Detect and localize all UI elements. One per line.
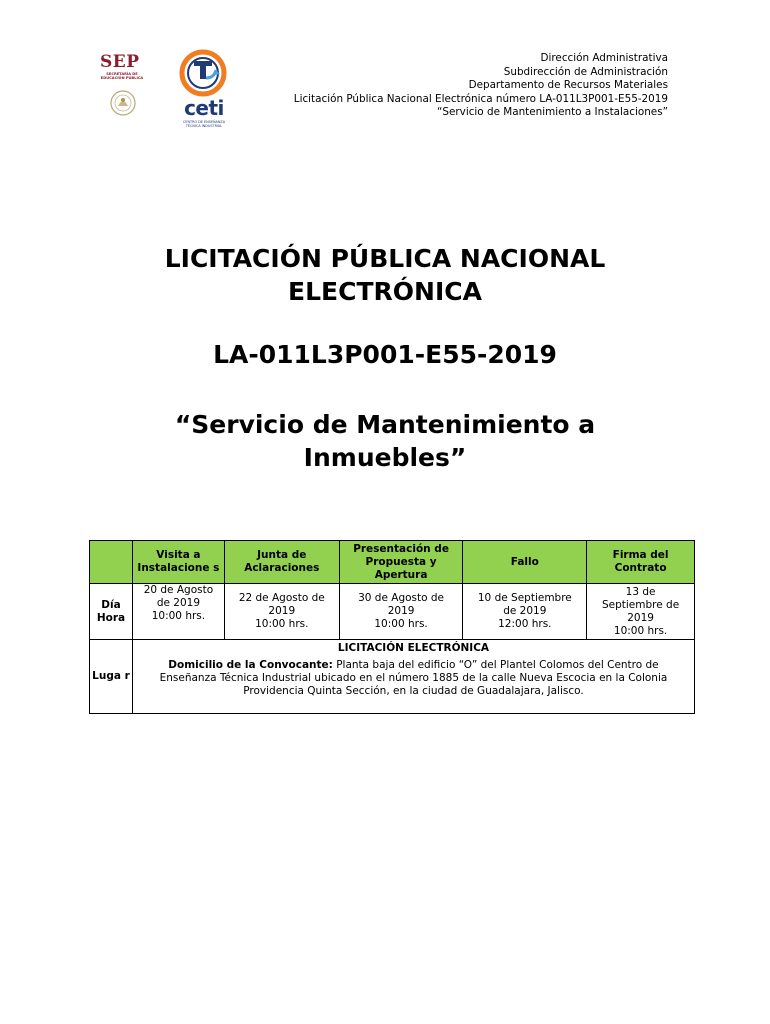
logos: [92, 48, 242, 134]
schedule-table: [89, 540, 695, 714]
domicilio-address: Planta baja del edificio “O” del Plantel Colomos del Centro de Enseñanza Técnica Industrial ubicado en el número 1885 de la calle Nueva Escocia en la Colonia Providencia Quinta Sección, en la ciudad de Guadalajara, Jalisco.: [159, 659, 668, 697]
header-line: Licitación Pública Nacional Electrónica número LA-011L3P001-E55-2019: [293, 92, 668, 105]
coat-of-arms-icon: [108, 88, 138, 118]
table-header-row: [90, 541, 695, 584]
header-line: Subdirección de Administración: [503, 65, 668, 78]
ceti-logo: [176, 48, 232, 132]
service-line-1: “Servicio de Mantenimiento a: [174, 410, 596, 439]
date-line: 2019: [387, 605, 415, 617]
header-line: Departamento de Recursos Materiales: [468, 79, 668, 91]
column-header: Junta de Aclaraciones: [224, 541, 339, 584]
ceti-logo-subtitle: CENTRO DE ENSEÑANZA TÉCNICA INDUSTRIAL: [182, 120, 226, 128]
date-line: 10:00 hrs.: [255, 618, 309, 630]
date-line: de 2019: [156, 597, 200, 609]
title-line-2: ELECTRÓNICA: [288, 277, 482, 306]
table-row: [90, 584, 695, 640]
header-line: Dirección Administrativa: [540, 52, 668, 64]
ceti-logo-word: ceti: [184, 96, 224, 120]
row-label: [90, 584, 133, 640]
date-cell: [463, 584, 587, 640]
tender-number: LA-011L3P001-E55-2019: [213, 340, 557, 369]
row-label-lugar: Luga r: [90, 640, 133, 714]
table-corner-cell: [90, 541, 133, 584]
document-title: [0, 242, 770, 308]
date-line: 22 de Agosto de: [238, 592, 325, 604]
document-header: [294, 52, 668, 120]
table-row: [90, 640, 695, 714]
date-line: 10 de Septiembre: [477, 592, 572, 604]
service-line-2: Inmuebles”: [303, 443, 467, 472]
date-line: 10:00 hrs.: [374, 618, 428, 630]
sep-logo: [92, 48, 156, 124]
date-line: de 2019: [503, 605, 547, 617]
column-header: Firma del Contrato: [587, 541, 695, 584]
date-line: 10:00 hrs.: [151, 610, 206, 622]
date-line: 13 de: [625, 585, 656, 598]
date-cell: [132, 584, 224, 640]
date-line: 30 de Agosto de: [358, 592, 445, 604]
date-line: 12:00 hrs.: [498, 618, 552, 630]
sep-logo-word: SEP: [100, 52, 140, 72]
date-line: 20 de Agosto: [143, 584, 214, 596]
title-line-1: LICITACIÓN PÚBLICA NACIONAL: [164, 244, 606, 273]
column-header: Presentación de Propuesta y Apertura: [339, 541, 463, 584]
date-line: 10:00 hrs.: [613, 624, 668, 637]
domicilio-text: [135, 659, 692, 698]
sep-logo-subtitle: SECRETARÍA DE EDUCACIÓN PÚBLICA: [100, 72, 144, 80]
ceti-emblem-icon: [176, 48, 232, 98]
date-line: 2019: [627, 611, 654, 624]
column-header: Fallo: [463, 541, 587, 584]
row-label-hora: Hora: [96, 611, 126, 624]
date-line: 2019: [268, 605, 296, 617]
service-title: [0, 408, 770, 474]
domicilio-label: Domicilio de la Convocante:: [168, 659, 333, 671]
header-line: “Servicio de Mantenimiento a Instalaciones”: [437, 106, 668, 118]
date-cell: [224, 584, 339, 640]
date-line: Septiembre de: [601, 598, 680, 611]
date-cell: [339, 584, 463, 640]
date-cell: [587, 584, 695, 640]
modality-label: LICITACIÓN ELECTRÓNICA: [337, 642, 490, 654]
location-cell: [132, 640, 694, 714]
row-label-dia: Día: [101, 598, 121, 611]
column-header: Visita a Instalacione s: [132, 541, 224, 584]
